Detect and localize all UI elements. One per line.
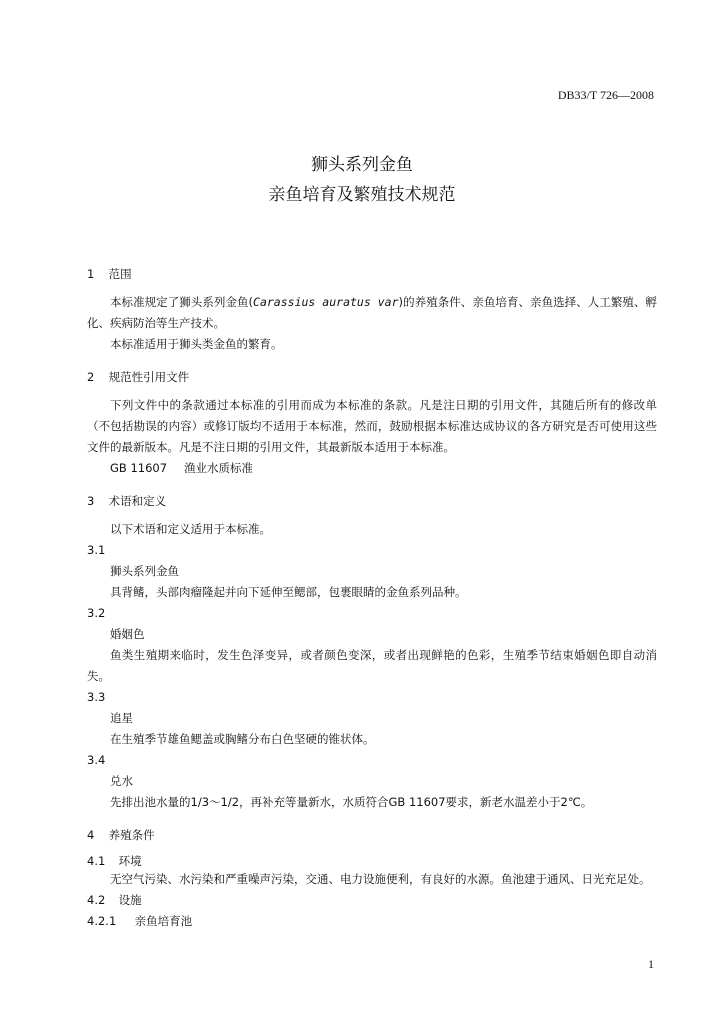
section-1-paragraph-1 [87,292,657,334]
section-4-heading [87,827,657,843]
subsection-4-2-heading [87,890,657,911]
section-3-number: 3 [87,494,95,508]
term-name: 狮头系列金鱼 [110,564,179,578]
subsection-4-1-title: 环境 [118,854,142,868]
term-number: 3.1 [87,543,106,557]
term-definition: 具背鳍，头部肉瘤隆起并向下延伸至鳃部，包裹眼睛的金鱼系列品种。 [110,585,467,599]
subsection-4-1-heading [87,853,657,869]
term-number: 3.4 [87,753,106,767]
term-number: 3.3 [87,690,106,704]
document-title-line1: 狮头系列金鱼 [311,155,413,175]
normative-reference [87,458,657,479]
section-2-paragraph-1: 下列文件中的条款通过本标准的引用而成为本标准的条款。凡是注日期的引用文件，其随后所有的修改单（不包括勘误的内容）或修订版均不适用于本标准，然而，鼓励根据本标准达成协议的各方研究是否可使用这些文件的最新版本。凡是不注日期的引用文件，其最新版本适用于本标准。 [87,398,657,454]
subsection-4-1-number: 4.1 [87,854,106,868]
subsection-4-2-title: 设施 [118,893,142,907]
standard-code: DB33/T 726—2008 [557,88,654,102]
document-title-line2: 亲鱼培育及繁殖技术规范 [268,185,456,205]
section-3-heading [87,493,657,509]
term-definition: 在生殖季节雄鱼鳃盖或胸鳍分布白色坚硬的锥状体。 [110,732,375,746]
reference-title: 渔业水质标准 [184,461,253,475]
section-3-title: 术语和定义 [108,494,167,508]
section-1-number: 1 [87,267,95,281]
section-3-intro: 以下术语和定义适用于本标准。 [110,522,271,536]
section-2-title: 规范性引用文件 [108,370,190,384]
section-4-title: 养殖条件 [108,828,155,842]
subsection-4-1-text: 无空气污染、水污染和严重噪声污染，交通、电力设施便利，有良好的水源。鱼池建于通风、日光充足处。 [110,872,651,886]
term-number: 3.2 [87,606,106,620]
subsection-4-2-number: 4.2 [87,893,106,907]
section-4-number: 4 [87,828,95,842]
section-2-number: 2 [87,370,95,384]
section-1-title: 范围 [108,267,132,281]
term-definition: 先排出池水量的1/3～1/2，再补充等量新水，水质符合GB 11607要求，新老水温差小于2℃。 [110,795,593,809]
page-number: 1 [648,957,654,971]
reference-code: GB 11607 [110,461,168,475]
term-name: 兑水 [110,774,133,788]
term-name: 追星 [110,711,133,725]
subsection-4-2-1-heading [87,911,657,932]
term-definition: 鱼类生殖期来临时，发生色泽变异，或者颜色变深，或者出现鲜艳的色彩，生殖季节结束婚姻色即自动消失。 [87,648,657,683]
section-1-p1-text-b: )的养殖条件、亲鱼培育、亲鱼选择、人工繁殖、孵化、疾病防治等生产技术。 [87,295,657,330]
section-1-paragraph-2: 本标准适用于狮头类金鱼的繁育。 [110,337,283,351]
section-1-heading [87,266,657,282]
section-1-p1-text-a: 本标准规定了狮头系列金鱼( [110,295,254,309]
section-1-latin-name: Carassius auratus var [253,295,399,309]
term-name: 婚姻色 [110,627,145,641]
section-2-heading [87,369,657,385]
subsection-4-2-1-number: 4.2.1 [87,914,117,928]
subsection-4-2-1-title: 亲鱼培育池 [134,914,193,928]
document-body [87,266,657,932]
